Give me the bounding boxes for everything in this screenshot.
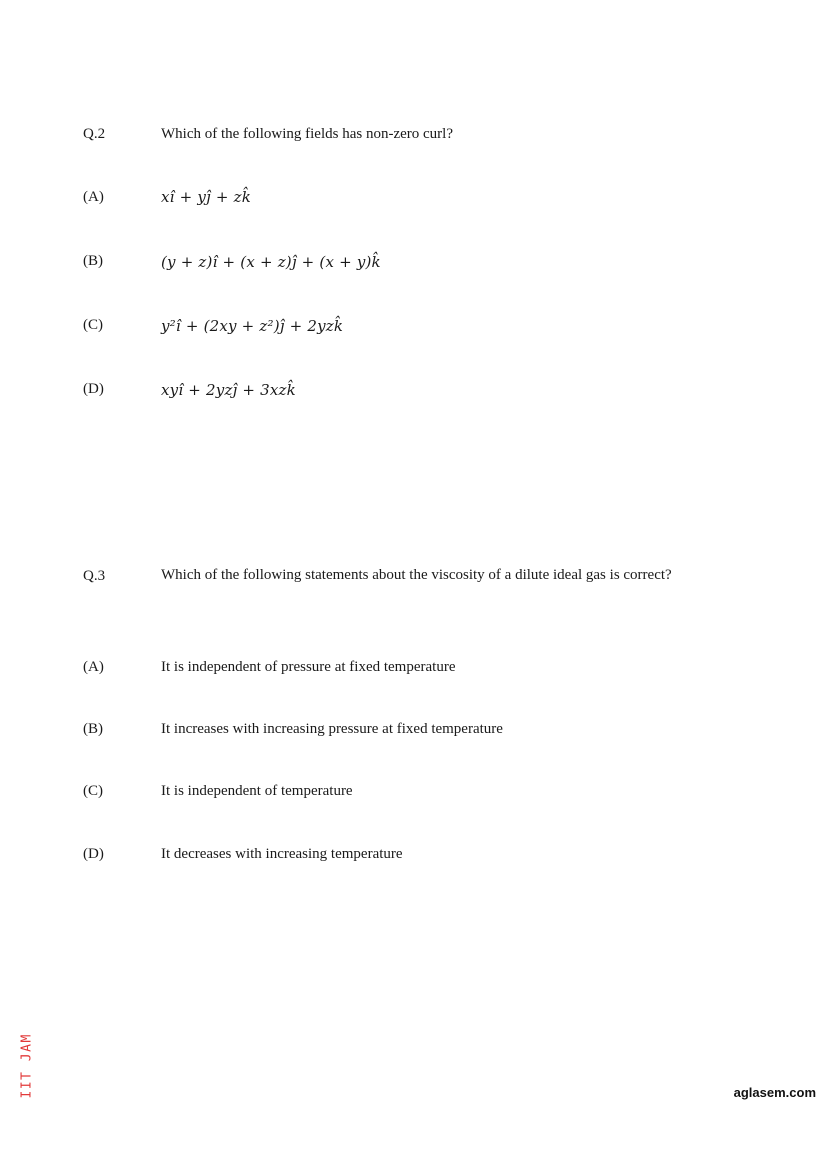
- option-text: xî + yĵ + zk̂: [161, 188, 251, 206]
- question-text: Which of the following fields has non-zero curl?: [161, 126, 453, 142]
- option-label: (A): [83, 189, 104, 205]
- option-label: (A): [83, 659, 104, 675]
- question-number: Q.3: [83, 568, 106, 584]
- side-watermark-text: IIT JAM: [19, 1033, 35, 1099]
- footer-brand: aglasem.com: [733, 1085, 816, 1100]
- option-text: (y + z)î + (x + z)ĵ + (x + y)k̂: [161, 253, 381, 271]
- option-label: (C): [83, 783, 103, 799]
- option-label: (B): [83, 253, 103, 269]
- option-text: It is independent of temperature: [161, 783, 353, 799]
- option-text: It is independent of pressure at fixed temperature: [161, 659, 456, 675]
- side-watermark: [14, 1030, 34, 1100]
- option-label: (B): [83, 721, 103, 737]
- option-label: (D): [83, 846, 104, 862]
- option-text: xyî + 2yzĵ + 3xzk̂: [161, 381, 296, 399]
- option-text: y²î + (2xy + z²)ĵ + 2yzk̂: [161, 317, 344, 335]
- option-text: It increases with increasing pressure at fixed temperature: [161, 721, 503, 737]
- question-number: Q.2: [83, 126, 106, 142]
- question-text: Which of the following statements about the viscosity of a dilute ideal gas is correct?: [161, 567, 672, 583]
- option-text: It decreases with increasing temperature: [161, 846, 403, 862]
- option-label: (C): [83, 317, 103, 333]
- option-label: (D): [83, 381, 104, 397]
